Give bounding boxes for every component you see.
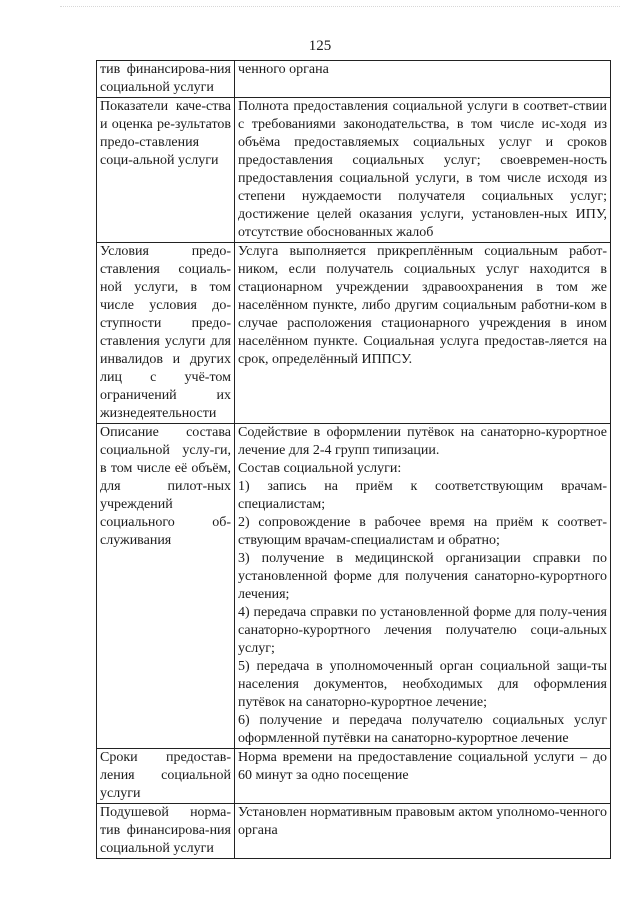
row-label: тив финансирова-ния социальной услуги	[97, 61, 235, 98]
row-content-paragraph: 2) сопровождение в рабочее время на приём к соответ-ствующим врачам-специалистам и обратно;	[238, 515, 607, 548]
row-label: Показатели каче-ства и оценка ре-зультатов предо-ставления соци-альной услуги	[97, 98, 235, 243]
row-content-paragraph: 4) передача справки по установленной форме для полу-чения санаторно-курортного лечения получателю соци-альных услуг;	[238, 605, 607, 656]
table-row	[97, 98, 611, 243]
row-content	[235, 98, 611, 243]
row-content-paragraph: Полнота предоставления социальной услуги в соответ-ствии с требованиями законодательства, в том числе ис-ходя из объёма предоставляемых социальных услуг и сроков предоставления социальных услуг; своевремен-ность предоставления социальной услуги, в том числе исходя из степени нуждаемости получателя социальных услуг; достижение целей оказания услуги, установлен-ных ИПУ, отсутствие обоснованных жалоб	[238, 99, 607, 240]
row-content	[235, 749, 611, 804]
row-label: Описание состава социальной услу-ги, в том числе её объём, для пилот-ных учреждений социального об-служивания	[97, 424, 235, 749]
row-content-paragraph: Состав социальной услуги:	[238, 461, 402, 476]
row-content-paragraph: Норма времени на предоставление социальной услуги – до 60 минут за одно посещение	[238, 750, 607, 783]
row-label: Условия предо-ставления социаль-ной услуги, в том числе условия до-ступности предо-ставления услуги для инвалидов и других лиц с учё-том ограничений их жизнедеятельности	[97, 243, 235, 424]
row-content	[235, 804, 611, 859]
row-content	[235, 424, 611, 749]
row-content-paragraph: ченного органа	[238, 62, 329, 77]
table-row	[97, 424, 611, 749]
row-content	[235, 243, 611, 424]
row-content-paragraph: Услуга выполняется прикреплённым социальным работ-ником, если получатель социальных услуг находится в стационарном учреждении здравоохранения в том же населённом пункте, либо другим социальным работни-ком в случае расположения стационарного учреждения в ином населённом пункте. Социальная услуга предостав-ляется на срок, определённый ИППСУ.	[238, 244, 607, 367]
row-label: Подушевой норма-тив финансирова-ния социальной услуги	[97, 804, 235, 859]
row-content-paragraph: Установлен нормативным правовым актом уполномо-ченного органа	[238, 805, 607, 838]
table-row	[97, 804, 611, 859]
row-content-paragraph: 1) запись на приём к соответствующим врачам-специалистам;	[238, 479, 607, 512]
service-table	[96, 60, 611, 859]
scan-artifact	[60, 6, 620, 8]
row-content-paragraph: 5) передача в уполномоченный орган социальной защи-ты населения документов, необходимых для оформления путёвок на санаторно-курортное лечение;	[238, 659, 607, 710]
row-label: Сроки предостав-ления социальной услуги	[97, 749, 235, 804]
table-row	[97, 243, 611, 424]
row-content-paragraph: Содействие в оформлении путёвок на санаторно-курортное лечение для 2-4 групп типизации.	[238, 425, 607, 458]
table-row	[97, 61, 611, 98]
page-number: 125	[308, 38, 332, 54]
table-row	[97, 749, 611, 804]
row-content-paragraph: 6) получение и передача получателю социальных услуг оформленной путёвки на санаторно-курортное лечение	[238, 713, 607, 746]
row-content-paragraph: 3) получение в медицинской организации справки по установленной форме для получения санаторно-курортного лечения;	[238, 551, 607, 602]
row-content	[235, 61, 611, 98]
